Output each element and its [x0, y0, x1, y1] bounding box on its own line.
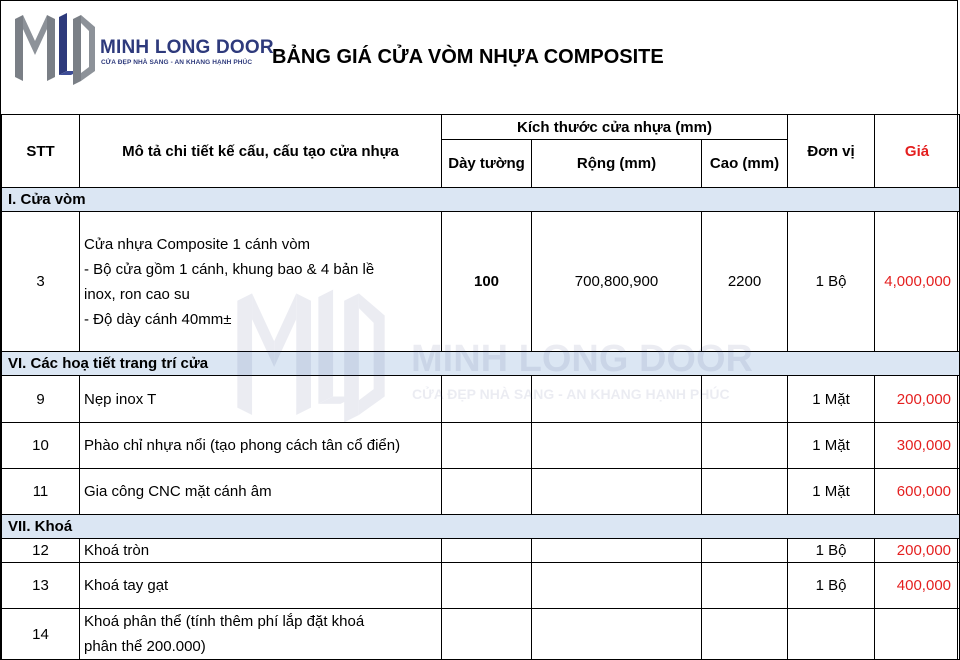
cell-wall: [442, 423, 532, 469]
header-price: Giá: [875, 115, 960, 188]
header-height: Cao (mm): [702, 140, 788, 188]
table-row: [2, 469, 960, 515]
cell-height: [702, 539, 788, 563]
header-row: [2, 115, 960, 140]
price-table: [1, 114, 960, 660]
cell-width: [532, 609, 702, 660]
document-header: [1, 1, 959, 114]
description-line: inox, ron cao su: [84, 285, 190, 303]
cell-unit: 1 Bộ: [788, 539, 875, 563]
cell-width: [532, 539, 702, 563]
cell-price: 4,000,000: [875, 212, 960, 352]
cell-price: [875, 609, 960, 660]
cell-width: [532, 563, 702, 609]
page-title: BẢNG GIÁ CỬA VÒM NHỰA COMPOSITE: [272, 46, 664, 68]
cell-unit: 1 Bộ: [788, 212, 875, 352]
cell-unit: 1 Mặt: [788, 469, 875, 515]
cell-unit: 1 Mặt: [788, 376, 875, 423]
cell-stt: 13: [2, 563, 80, 609]
cell-unit: [788, 609, 875, 660]
cell-price: 300,000: [875, 423, 960, 469]
table-row: [2, 609, 960, 660]
cell-price: 200,000: [875, 376, 960, 423]
cell-price: 600,000: [875, 469, 960, 515]
section-title: VI. Các hoạ tiết trang trí cửa: [2, 352, 960, 376]
description-line: - Bộ cửa gồm 1 cánh, khung bao & 4 bản lề: [84, 260, 375, 278]
cell-stt: 11: [2, 469, 80, 515]
cell-description: Khoá tay gạt: [80, 563, 442, 609]
cell-stt: 9: [2, 376, 80, 423]
cell-description: [80, 212, 442, 352]
description-line: phân thể 200.000): [84, 638, 206, 655]
section-title: I. Cửa vòm: [2, 188, 960, 212]
cell-description: Gia công CNC mặt cánh âm: [80, 469, 442, 515]
cell-stt: 10: [2, 423, 80, 469]
cell-unit: 1 Mặt: [788, 423, 875, 469]
cell-description: [80, 609, 442, 660]
table-row: [2, 563, 960, 609]
cell-height: [702, 376, 788, 423]
header-unit: Đơn vị: [788, 115, 875, 188]
cell-width: [532, 376, 702, 423]
description-line: Khoá phân thể (tính thêm phí lắp đặt khoá: [84, 613, 365, 630]
cell-description: Nẹp inox T: [80, 376, 442, 423]
cell-wall: [442, 609, 532, 660]
table-row: [2, 376, 960, 423]
cell-stt: 12: [2, 539, 80, 563]
watermark-brand-slogan: CỬA ĐẸP NHÀ SANG - AN KHANG HẠNH PHÚC: [412, 386, 730, 402]
section-row: [2, 515, 960, 539]
cell-price: 200,000: [875, 539, 960, 563]
header-width: Rộng (mm): [532, 140, 702, 188]
brand-name: MINH LONG DOOR: [100, 37, 274, 58]
table-row: [2, 212, 960, 352]
header-stt: STT: [2, 115, 80, 188]
brand-slogan: CỬA ĐẸP NHÀ SANG - AN KHANG HẠNH PHÚC: [101, 59, 253, 66]
cell-width: [532, 469, 702, 515]
cell-wall: [442, 376, 532, 423]
table-row: [2, 539, 960, 563]
cell-height: [702, 469, 788, 515]
cell-height: 2200: [702, 212, 788, 352]
cell-stt: 14: [2, 609, 80, 660]
mld-logo-icon: [13, 11, 97, 87]
cell-stt: 3: [2, 212, 80, 352]
cell-description: Phào chỉ nhựa nổi (tạo phong cách tân cổ điển): [80, 423, 442, 469]
header-description: Mô tả chi tiết kế cấu, cấu tạo cửa nhựa: [80, 115, 442, 188]
cell-price: 400,000: [875, 563, 960, 609]
description-line: Cửa nhựa Composite 1 cánh vòm: [84, 235, 311, 253]
cell-height: [702, 609, 788, 660]
cell-height: [702, 423, 788, 469]
cell-height: [702, 563, 788, 609]
cell-width: 700,800,900: [532, 212, 702, 352]
description-line: - Độ dày cánh 40mm±: [84, 310, 232, 328]
cell-wall: 100: [442, 212, 532, 352]
cell-description: Khoá tròn: [80, 539, 442, 563]
cell-unit: 1 Bộ: [788, 563, 875, 609]
section-row: [2, 352, 960, 376]
cell-width: [532, 423, 702, 469]
cell-wall: [442, 539, 532, 563]
cell-wall: [442, 469, 532, 515]
section-title: VII. Khoá: [2, 515, 960, 539]
section-row: [2, 188, 960, 212]
table-row: [2, 423, 960, 469]
header-wall: Dày tường: [442, 140, 532, 188]
cell-wall: [442, 563, 532, 609]
header-size-group: Kích thước cửa nhựa (mm): [442, 115, 788, 140]
